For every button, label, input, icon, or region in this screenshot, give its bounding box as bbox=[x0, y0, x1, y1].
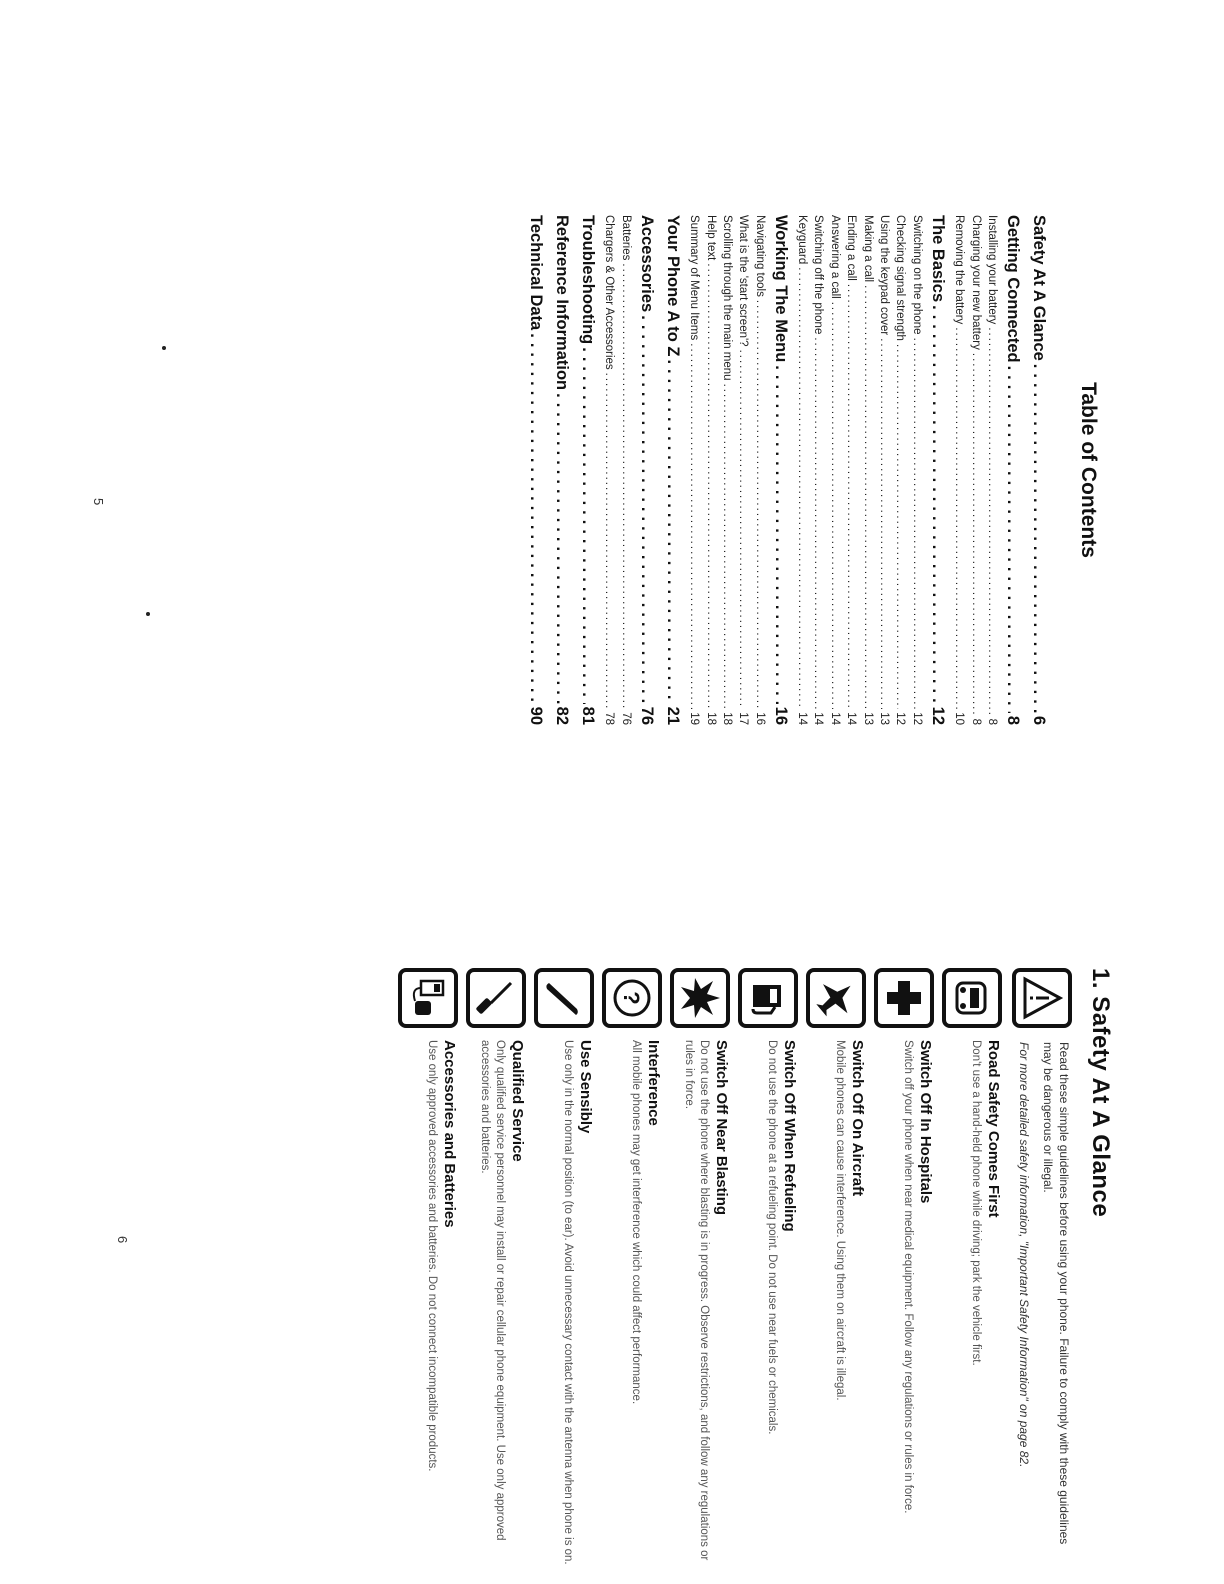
car-icon bbox=[942, 968, 1002, 1028]
toc-entry-page: 13 bbox=[878, 712, 891, 725]
table-of-contents bbox=[523, 215, 1100, 725]
toc-entry-label: The Basics bbox=[928, 215, 947, 303]
explosion-icon bbox=[670, 968, 730, 1028]
toc-entry bbox=[843, 215, 859, 725]
toc-entry bbox=[967, 215, 983, 725]
toc-leader-dots bbox=[1026, 364, 1052, 713]
intro-note: For more detailed safety information, "Important Safety Information" on page 82. bbox=[1017, 1042, 1031, 1468]
toc-entry-label: Answering a call bbox=[828, 215, 841, 299]
toc-entry-label: Removing the battery bbox=[953, 215, 966, 325]
toc-entry-label: Keyguard bbox=[796, 215, 809, 265]
toc-entry-label: Navigating tools bbox=[753, 215, 766, 297]
toc-entry-page: 14 bbox=[812, 712, 825, 725]
toc-leader-dots bbox=[634, 315, 660, 703]
toc-entry-page: 14 bbox=[828, 712, 841, 725]
toc-title: Table of Contents bbox=[1077, 382, 1100, 558]
toc-entry-page: 10 bbox=[953, 712, 966, 725]
toc-entry-label: Your Phone A to Z bbox=[663, 215, 682, 357]
toc-leader-dots bbox=[549, 393, 575, 704]
toc-leader-dots bbox=[876, 338, 892, 709]
intro-text: Read these simple guidelines before using your phone. Failure to comply with these guidelines may be dangerous or illegal. bbox=[1041, 1042, 1071, 1545]
toc-entry-label: What is the 'start screen'? bbox=[737, 215, 750, 347]
toc-entry-label: Accessories bbox=[637, 215, 656, 313]
svg-text:?: ? bbox=[619, 991, 644, 1005]
toc-entry bbox=[660, 215, 686, 725]
toc-entry-label: Help text bbox=[704, 215, 717, 261]
safety-section bbox=[398, 968, 1114, 1568]
safety-item-title: Interference bbox=[645, 1040, 662, 1126]
toc-leader-dots bbox=[702, 263, 718, 709]
toc-entry-page: 18 bbox=[720, 712, 733, 725]
toc-leader-dots bbox=[951, 327, 967, 709]
toc-leader-dots bbox=[735, 350, 751, 710]
toc-entry-page: 8 bbox=[1004, 715, 1022, 725]
toc-entry-label: Switching on the phone bbox=[910, 215, 923, 335]
toc-entry-page: 8 bbox=[986, 718, 998, 725]
safety-item-title: Switch Off In Hospitals bbox=[917, 1040, 934, 1204]
toc-entry-label: Troubleshooting bbox=[578, 215, 597, 345]
toc-entry-label: Working The Menu bbox=[771, 215, 790, 363]
toc-entry-page: 82 bbox=[552, 706, 571, 725]
toc-entry bbox=[575, 215, 601, 725]
toc-entry bbox=[951, 215, 967, 725]
warning-triangle-icon bbox=[1012, 968, 1072, 1028]
toc-entry-label: Safety At A Glance bbox=[1030, 215, 1048, 361]
toc-entry bbox=[735, 215, 751, 725]
safety-item-title: Accessories and Batteries bbox=[441, 1040, 458, 1228]
toc-entry bbox=[908, 215, 924, 725]
fuel-pump-icon bbox=[738, 968, 798, 1028]
toc-leader-dots bbox=[601, 373, 617, 710]
toc-leader-dots bbox=[843, 284, 859, 709]
toc-entry-page: 8 bbox=[969, 718, 982, 725]
toc-leader-dots bbox=[575, 347, 601, 703]
toc-entry-page: 16 bbox=[771, 706, 790, 725]
toc-leader-dots bbox=[686, 343, 702, 709]
toc-entry-page: 14 bbox=[796, 712, 809, 725]
toc-entry-page: 81 bbox=[578, 706, 597, 725]
interference-icon bbox=[602, 968, 662, 1028]
toc-leader-dots bbox=[826, 302, 842, 709]
safety-list bbox=[398, 968, 1002, 1568]
toc-leader-dots bbox=[768, 365, 794, 703]
toc-entry-page: 17 bbox=[737, 712, 750, 725]
toc-entry-page: 16 bbox=[753, 712, 766, 725]
toc-leader-dots bbox=[925, 305, 951, 704]
safety-item-text: Switch off your phone when near medical equipment. Follow any regulations or rules in force. bbox=[902, 1040, 914, 1514]
toc-entry bbox=[686, 215, 702, 725]
toc-entry-label: Making a call bbox=[861, 215, 874, 283]
toc-leader-dots bbox=[908, 338, 924, 710]
toc-entry-page: 76 bbox=[637, 706, 656, 725]
toc-entry-label: Reference Information bbox=[552, 215, 571, 391]
toc-entry-label: Batteries bbox=[619, 215, 632, 261]
page-number-left: 5 bbox=[91, 498, 106, 506]
safety-item bbox=[466, 968, 526, 1568]
toc-entry-page: 12 bbox=[894, 712, 907, 725]
toc-entry bbox=[634, 215, 660, 725]
toc-entry-page: 12 bbox=[928, 706, 947, 725]
toc-entry bbox=[984, 215, 1000, 725]
toc-leader-dots bbox=[617, 263, 633, 709]
medical-cross-icon bbox=[874, 968, 934, 1028]
airplane-icon bbox=[806, 968, 866, 1028]
toc-entry bbox=[617, 215, 633, 725]
intro-block bbox=[1012, 968, 1072, 1568]
safety-item bbox=[602, 968, 662, 1568]
toc-entry-page: 14 bbox=[845, 712, 858, 725]
safety-item bbox=[806, 968, 866, 1568]
toc-entry-page: 6 bbox=[1030, 715, 1048, 725]
toc-entry-label: Using the keypad cover bbox=[878, 215, 891, 336]
toc-list bbox=[523, 215, 1052, 725]
safety-item-text: Don't use a hand-held phone while driving; park the vehicle first. bbox=[970, 1040, 982, 1366]
toc-entry bbox=[925, 215, 951, 725]
toc-entry-label: Checking signal strength bbox=[894, 215, 907, 341]
toc-entry-page: 18 bbox=[704, 712, 717, 725]
safety-item bbox=[534, 968, 594, 1568]
toc-entry-label: Summary of Menu Items bbox=[688, 215, 701, 341]
safety-item-text: Use only in the normal position (to ear). Avoid unnecessary contact with the antenna when phone is on. bbox=[562, 1040, 574, 1565]
toc-leader-dots bbox=[859, 285, 875, 709]
safety-item-title: Switch Off On Aircraft bbox=[849, 1040, 866, 1197]
toc-entry-page: 21 bbox=[663, 706, 682, 725]
safety-item-text: Mobile phones can cause interference. Using them on aircraft is illegal. bbox=[834, 1040, 846, 1401]
toc-entry-page: 19 bbox=[688, 712, 701, 725]
safety-item-text: Use only approved accessories and batteries. Do not connect incompatible products. bbox=[426, 1040, 438, 1472]
toc-entry-label: Charging your new battery bbox=[969, 215, 982, 350]
safety-item-text: Do not use the phone where blasting is in progress. Observe restrictions, and follow any regulations or rules in force. bbox=[683, 1040, 710, 1561]
safety-item-title: Qualified Service bbox=[509, 1040, 526, 1162]
toc-entry bbox=[549, 215, 575, 725]
safety-item bbox=[670, 968, 730, 1568]
toc-entry-label: Technical Data bbox=[526, 215, 545, 331]
toc-entry-label: Installing your battery bbox=[986, 215, 998, 325]
scan-speck bbox=[146, 612, 150, 616]
safety-item-text: All mobile phones may get interference which could affect performance. bbox=[630, 1040, 642, 1405]
phone-handset-icon bbox=[534, 968, 594, 1028]
toc-entry-label: Chargers & Other Accessories bbox=[603, 215, 616, 370]
toc-leader-dots bbox=[523, 333, 549, 703]
safety-item-title: Switch Off Near Blasting bbox=[713, 1040, 730, 1216]
toc-entry bbox=[892, 215, 908, 725]
section-title: 1. Safety At A Glance bbox=[1087, 968, 1114, 1218]
safety-item bbox=[942, 968, 1002, 1568]
safety-item-title: Switch Off When Refueling bbox=[781, 1040, 798, 1232]
toc-entry bbox=[768, 215, 794, 725]
toc-entry-label: Scrolling through the main menu bbox=[720, 215, 733, 381]
screwdriver-icon bbox=[466, 968, 526, 1028]
battery-accessories-icon bbox=[398, 968, 458, 1028]
toc-entry-page: 78 bbox=[603, 712, 616, 725]
safety-item bbox=[398, 968, 458, 1568]
toc-entry-label: Switching off the phone bbox=[812, 215, 825, 335]
scan-speck bbox=[162, 346, 166, 350]
toc-leader-dots bbox=[794, 267, 810, 709]
toc-entry bbox=[1000, 215, 1026, 725]
toc-entry bbox=[1026, 215, 1052, 725]
safety-item-text: Only qualified service personnel may install or repair cellular phone equipment. Use only approved accessories and batteries. bbox=[479, 1040, 506, 1541]
toc-leader-dots bbox=[810, 337, 826, 709]
toc-entry bbox=[810, 215, 826, 725]
toc-entry-page: 12 bbox=[910, 712, 923, 725]
safety-item-title: Use Sensibly bbox=[577, 1040, 594, 1134]
toc-leader-dots bbox=[984, 327, 1000, 715]
safety-item-text: Do not use the phone at a refueling point. Do not use near fuels or chemicals. bbox=[766, 1040, 778, 1435]
safety-item-title: Road Safety Comes First bbox=[985, 1040, 1002, 1218]
toc-entry-label: Ending a call bbox=[845, 215, 858, 281]
safety-item bbox=[874, 968, 934, 1568]
toc-leader-dots bbox=[751, 300, 767, 709]
toc-entry-page: 76 bbox=[619, 712, 632, 725]
toc-leader-dots bbox=[1000, 366, 1026, 713]
toc-entry bbox=[876, 215, 892, 725]
toc-entry bbox=[826, 215, 842, 725]
toc-entry-page: 13 bbox=[861, 712, 874, 725]
toc-entry bbox=[751, 215, 767, 725]
toc-entry bbox=[794, 215, 810, 725]
toc-entry bbox=[859, 215, 875, 725]
toc-leader-dots bbox=[660, 359, 686, 703]
page-number-right: 6 bbox=[115, 1236, 130, 1244]
toc-entry-page: 90 bbox=[526, 706, 545, 725]
toc-entry-label: Getting Connected bbox=[1004, 215, 1022, 363]
toc-leader-dots bbox=[892, 344, 908, 709]
toc-entry bbox=[702, 215, 718, 725]
toc-leader-dots bbox=[967, 353, 983, 716]
toc-entry bbox=[719, 215, 735, 725]
toc-entry bbox=[601, 215, 617, 725]
safety-item bbox=[738, 968, 798, 1568]
toc-entry bbox=[523, 215, 549, 725]
toc-leader-dots bbox=[719, 384, 735, 710]
